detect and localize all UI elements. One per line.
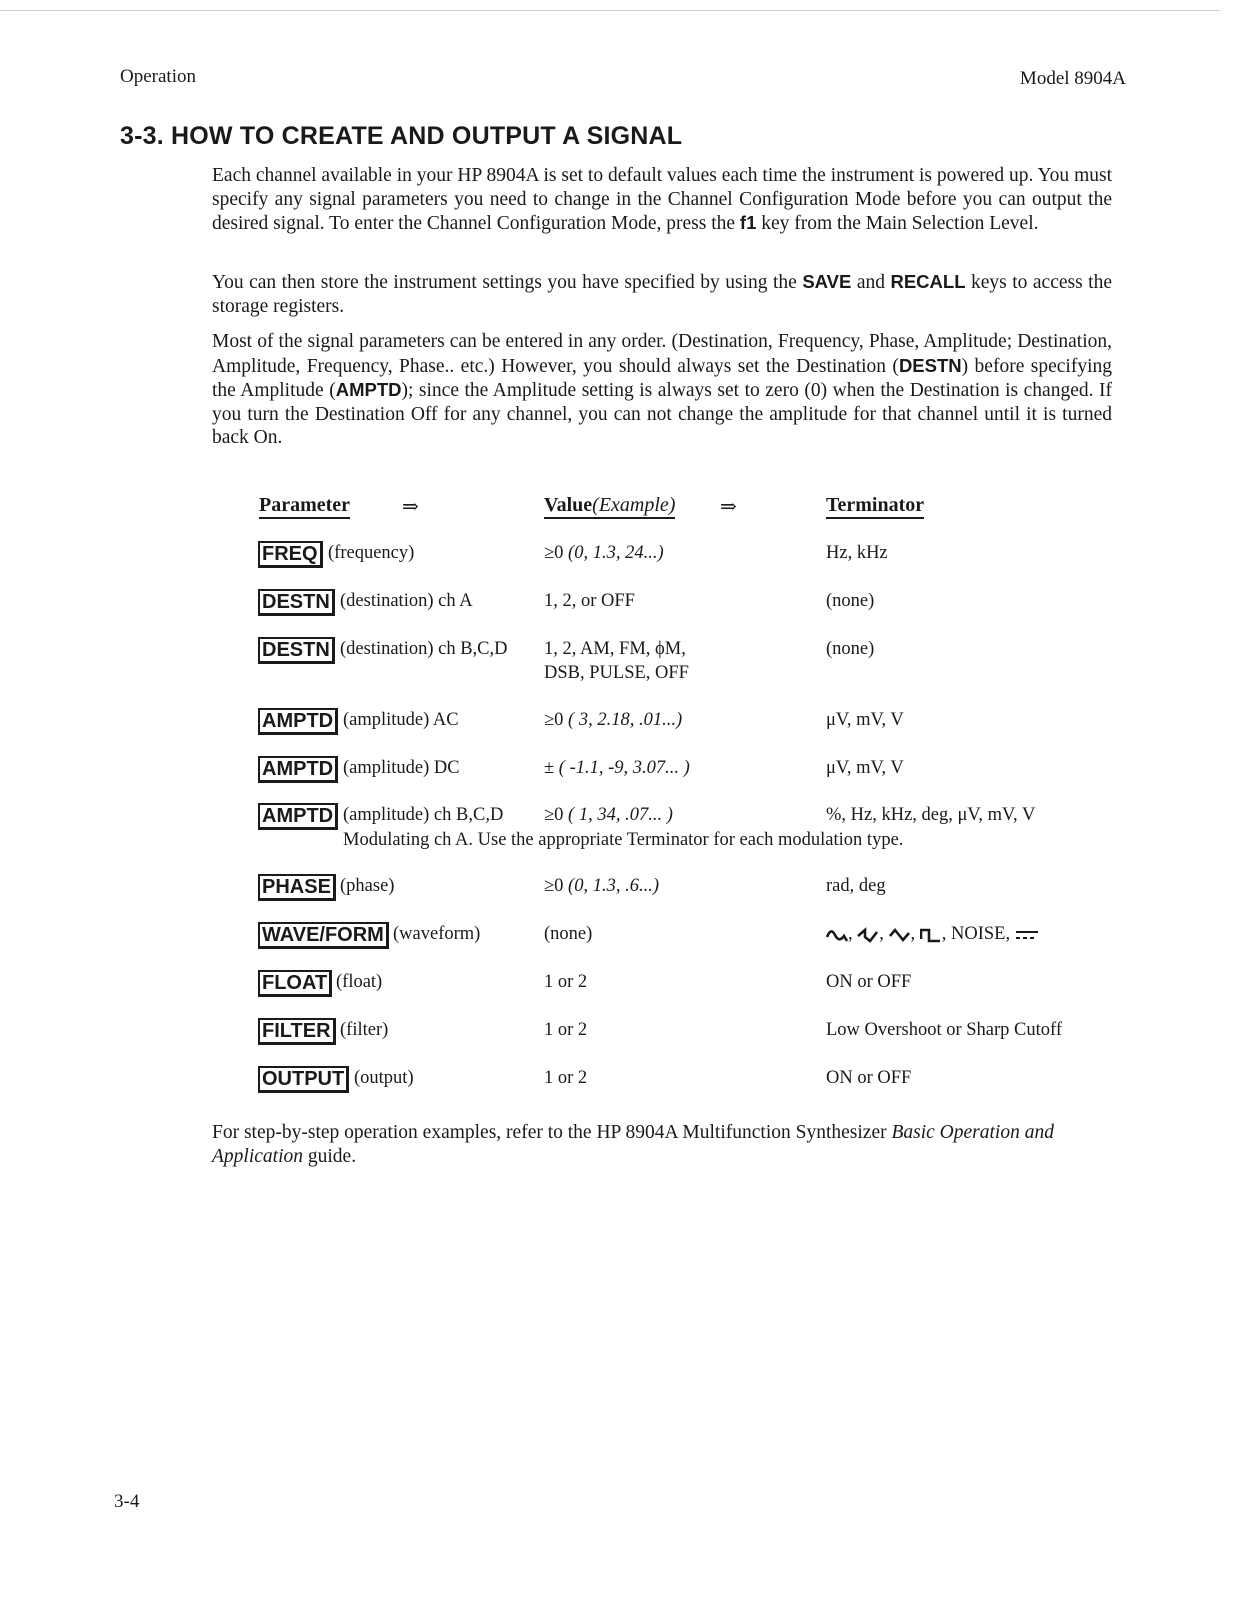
param-value: ≥0 (0, 1.3, 24...)	[544, 543, 664, 563]
param-terminator: Hz, kHz	[826, 543, 888, 563]
modulation-note: Modulating ch A. Use the appropriate Terminator for each modulation type.	[343, 830, 904, 850]
header-arrow-2: ⇒	[720, 496, 737, 518]
float-key: FLOAT	[258, 970, 332, 997]
param-value: ± ( -1.1, -9, 3.07... )	[544, 758, 690, 778]
param-desc: (destination) ch B,C,D	[340, 639, 508, 659]
param-desc: (frequency)	[328, 543, 415, 563]
phase-key: PHASE	[258, 874, 336, 901]
destn-key-ref: DESTN	[898, 354, 962, 376]
freq-key: FREQ	[258, 541, 323, 568]
running-header-left: Operation	[120, 66, 196, 87]
header-arrow-1: ⇒	[402, 496, 419, 518]
save-key-ref: SAVE	[802, 271, 852, 292]
paragraph-save-recall: You can then store the instrument settings you have specified by using the SAVE and RECALL keys to access the storage registers.	[212, 271, 1112, 317]
param-terminator: (none)	[826, 591, 875, 611]
sine-wave-icon	[826, 927, 848, 943]
param-value: 1 or 2	[544, 1020, 588, 1040]
header-value: Value(Example)	[544, 494, 675, 517]
param-desc: (float)	[336, 972, 383, 992]
param-terminator: ON or OFF	[826, 1068, 912, 1088]
param-terminator: , , , , NOISE,	[826, 922, 1039, 946]
param-terminator: ON or OFF	[826, 972, 912, 992]
param-desc: (output)	[354, 1068, 414, 1088]
output-key: OUTPUT	[258, 1066, 349, 1093]
param-value: ≥0 ( 1, 34, .07... )	[544, 805, 673, 825]
guide-title: Basic Operation and Application	[212, 1122, 1054, 1167]
param-terminator: (none)	[826, 639, 875, 659]
dc-icon	[1015, 928, 1039, 942]
paragraph-parameter-order: Most of the signal parameters can be entered in any order. (Destination, Frequency, Phase, Amplitude; Destination, Amplitude, Frequency, Phase.. etc.) However, you should always set the Destination (DESTN) before specifying the Amplitude (AMPTD); since the Amplitude setting is always set to zero (0) when the Destination is changed. If you turn the Destination Off for any channel, you can not change the amplitude for that channel until it is turned back On.	[212, 331, 1113, 448]
recall-key-ref: RECALL	[890, 271, 966, 292]
section-title: 3-3. HOW TO CREATE AND OUTPUT A SIGNAL	[120, 122, 683, 150]
param-terminator: μV, mV, V	[826, 710, 904, 730]
running-header-right: Model 8904A	[1019, 68, 1126, 89]
param-desc: (destination) ch A	[340, 591, 473, 611]
param-value: ≥0 ( 3, 2.18, .01...)	[544, 710, 683, 730]
amptd-key: AMPTD	[258, 708, 338, 735]
param-desc: (waveform)	[393, 924, 481, 944]
param-terminator: rad, deg	[826, 876, 886, 896]
param-terminator: Low Overshoot or Sharp Cutoff	[826, 1020, 1063, 1040]
square-wave-icon	[920, 927, 942, 943]
header-terminator: Terminator	[826, 494, 924, 517]
param-desc: (amplitude) DC	[343, 758, 460, 778]
paragraph-reference: For step-by-step operation examples, refer to the HP 8904A Multifunction Synthesizer Basic Operation and Application guide.	[212, 1122, 1054, 1167]
amptd-key: AMPTD	[258, 756, 338, 783]
f1-key-ref: f1	[739, 212, 757, 233]
param-desc: (amplitude) AC	[343, 710, 459, 730]
page-number: 3-4	[114, 1491, 140, 1512]
destn-key: DESTN	[258, 637, 335, 664]
destn-key: DESTN	[258, 589, 335, 616]
param-terminator: %, Hz, kHz, deg, μV, mV, V	[826, 805, 1036, 825]
triangle-wave-icon	[889, 927, 911, 943]
param-desc: (amplitude) ch B,C,D	[343, 805, 504, 825]
top-rule	[0, 10, 1220, 11]
param-terminator: μV, mV, V	[826, 758, 904, 778]
filter-key: FILTER	[258, 1018, 336, 1045]
param-value: 1 or 2	[544, 972, 588, 992]
paragraph-intro: Each channel available in your HP 8904A is set to default values each time the instrument is powered up. You must specify any signal parameters you need to change in the Channel Configuration Mode before you can output the desired signal. To enter the Channel Configuration Mode, press the f1 key from the Main Selection Level.	[212, 165, 1112, 234]
waveform-key: WAVE/FORM	[258, 922, 389, 949]
param-value: 1 or 2	[544, 1068, 588, 1088]
ramp-wave-icon	[857, 927, 879, 943]
param-value: (none)	[544, 924, 593, 944]
param-desc: (phase)	[340, 876, 395, 896]
amptd-key-ref: AMPTD	[335, 379, 402, 400]
param-value: 1, 2, AM, FM, ϕM, DSB, PULSE, OFF	[544, 639, 689, 683]
param-value: 1, 2, or OFF	[544, 591, 635, 611]
param-desc: (filter)	[340, 1020, 389, 1040]
amptd-key: AMPTD	[258, 803, 338, 830]
param-value: ≥0 (0, 1.3, .6...)	[544, 876, 659, 896]
header-parameter: Parameter	[259, 494, 350, 517]
